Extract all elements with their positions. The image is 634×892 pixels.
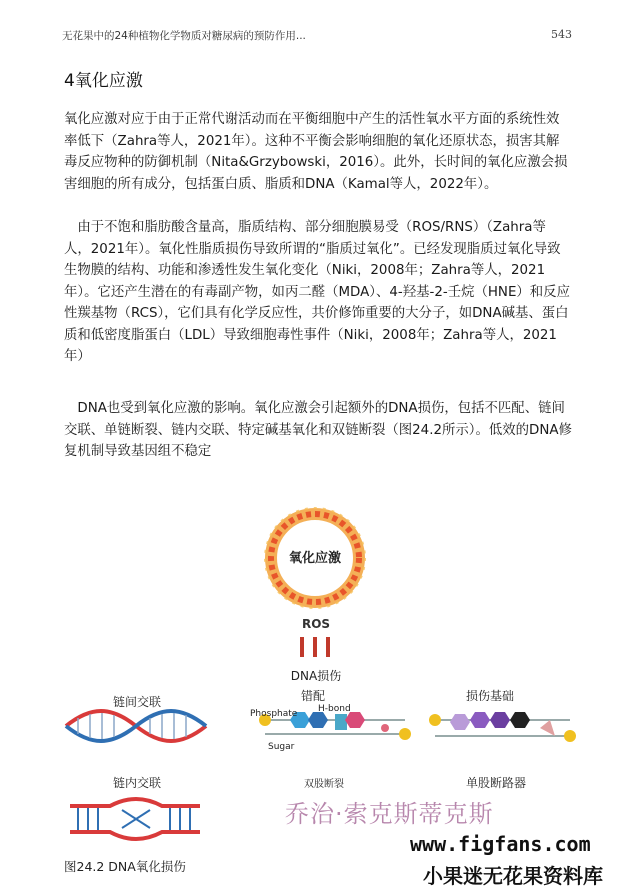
figure-dna-damage — [0, 500, 634, 892]
sugar-label: Sugar — [268, 742, 295, 752]
base-damage-label: 损伤基础 — [466, 689, 515, 703]
dna-damage-label: DNA损伤 — [290, 669, 342, 683]
figure-caption: 图24.2 DNA氧化损伤 — [64, 859, 186, 874]
watermark-site: 小果迷无花果资料库 — [423, 864, 603, 888]
intrastrand-label: 链内交联 — [113, 776, 162, 790]
single-break-label: 单股断路器 — [466, 776, 527, 790]
ros-label: ROS — [301, 617, 331, 631]
double-break-label: 双股断裂 — [304, 779, 344, 790]
interstrand-label: 链间交联 — [113, 695, 162, 709]
paragraph-1: 氧化应激对应于由于正常代谢活动而在平衡细胞中产生的活性氧水平方面的系统性效率低下（Zahra等人，2021年）。这种不平衡会影响细胞的氧化还原状态，损害其解毒反应物种的防御机制（Nita&Grzybowski，2016）。此外，长时间的氧化应激会损害细胞的所有成分，包括蛋白质、脂质和DNA（Kamal等人，2022年）。 — [64, 112, 568, 192]
watermark-url: www.figfans.com — [410, 832, 591, 856]
watermark-name: 乔治·索克斯蒂克斯 — [285, 800, 494, 828]
hbond-label: H-bond — [318, 704, 351, 714]
interstrand-crosslink-icon — [66, 711, 206, 741]
paragraph-2: 由于不饱和脂肪酸含量高，脂质结构、部分细胞膜易受（ROS/RNS）（Zahra等人，2021年）。氧化性脂质损伤导致所谓的“脂质过氧化”。已经发现脂质过氧化导致生物膜的结构、功能和渗透性发生氧化变化（Niki，2008年；Zahra等人，2021年）。它还产生潜在的有毒副产物，如丙二醛（MDA）、4-羟基-2-壬烷（HNE）和反应性羰基物（RCS），它们具有化学反应性，共价修饰重要的大分子，如DNA碱基、蛋白质和低密度脂蛋白（LDL）导致细胞毒性事件（Niki，2008年；Zahra等人，2021年） — [64, 220, 570, 364]
intrastrand-crosslink-icon — [70, 799, 200, 839]
mismatch-label: 错配 — [301, 689, 326, 703]
phosphate-label: Phosphate — [250, 709, 298, 719]
running-title: 无花果中的24种植物化学物质对糖尿病的预防作用... — [62, 30, 306, 42]
oxidative-stress-label: 氧化应激 — [288, 551, 341, 566]
section-title: 4氧化应激 — [64, 71, 143, 91]
page-number: 543 — [551, 28, 572, 41]
page-header — [62, 28, 572, 44]
paragraph-3: DNA也受到氧化应激的影响。氧化应激会引起额外的DNA损伤，包括不匹配、链间交联、单链断裂、链内交联、特定碱基氧化和双链断裂（图24.2所示）。低效的DNA修复机制导致基因组不稳定 — [64, 401, 572, 459]
ros-bars-icon — [300, 637, 330, 657]
base-damage-icon — [429, 712, 576, 742]
